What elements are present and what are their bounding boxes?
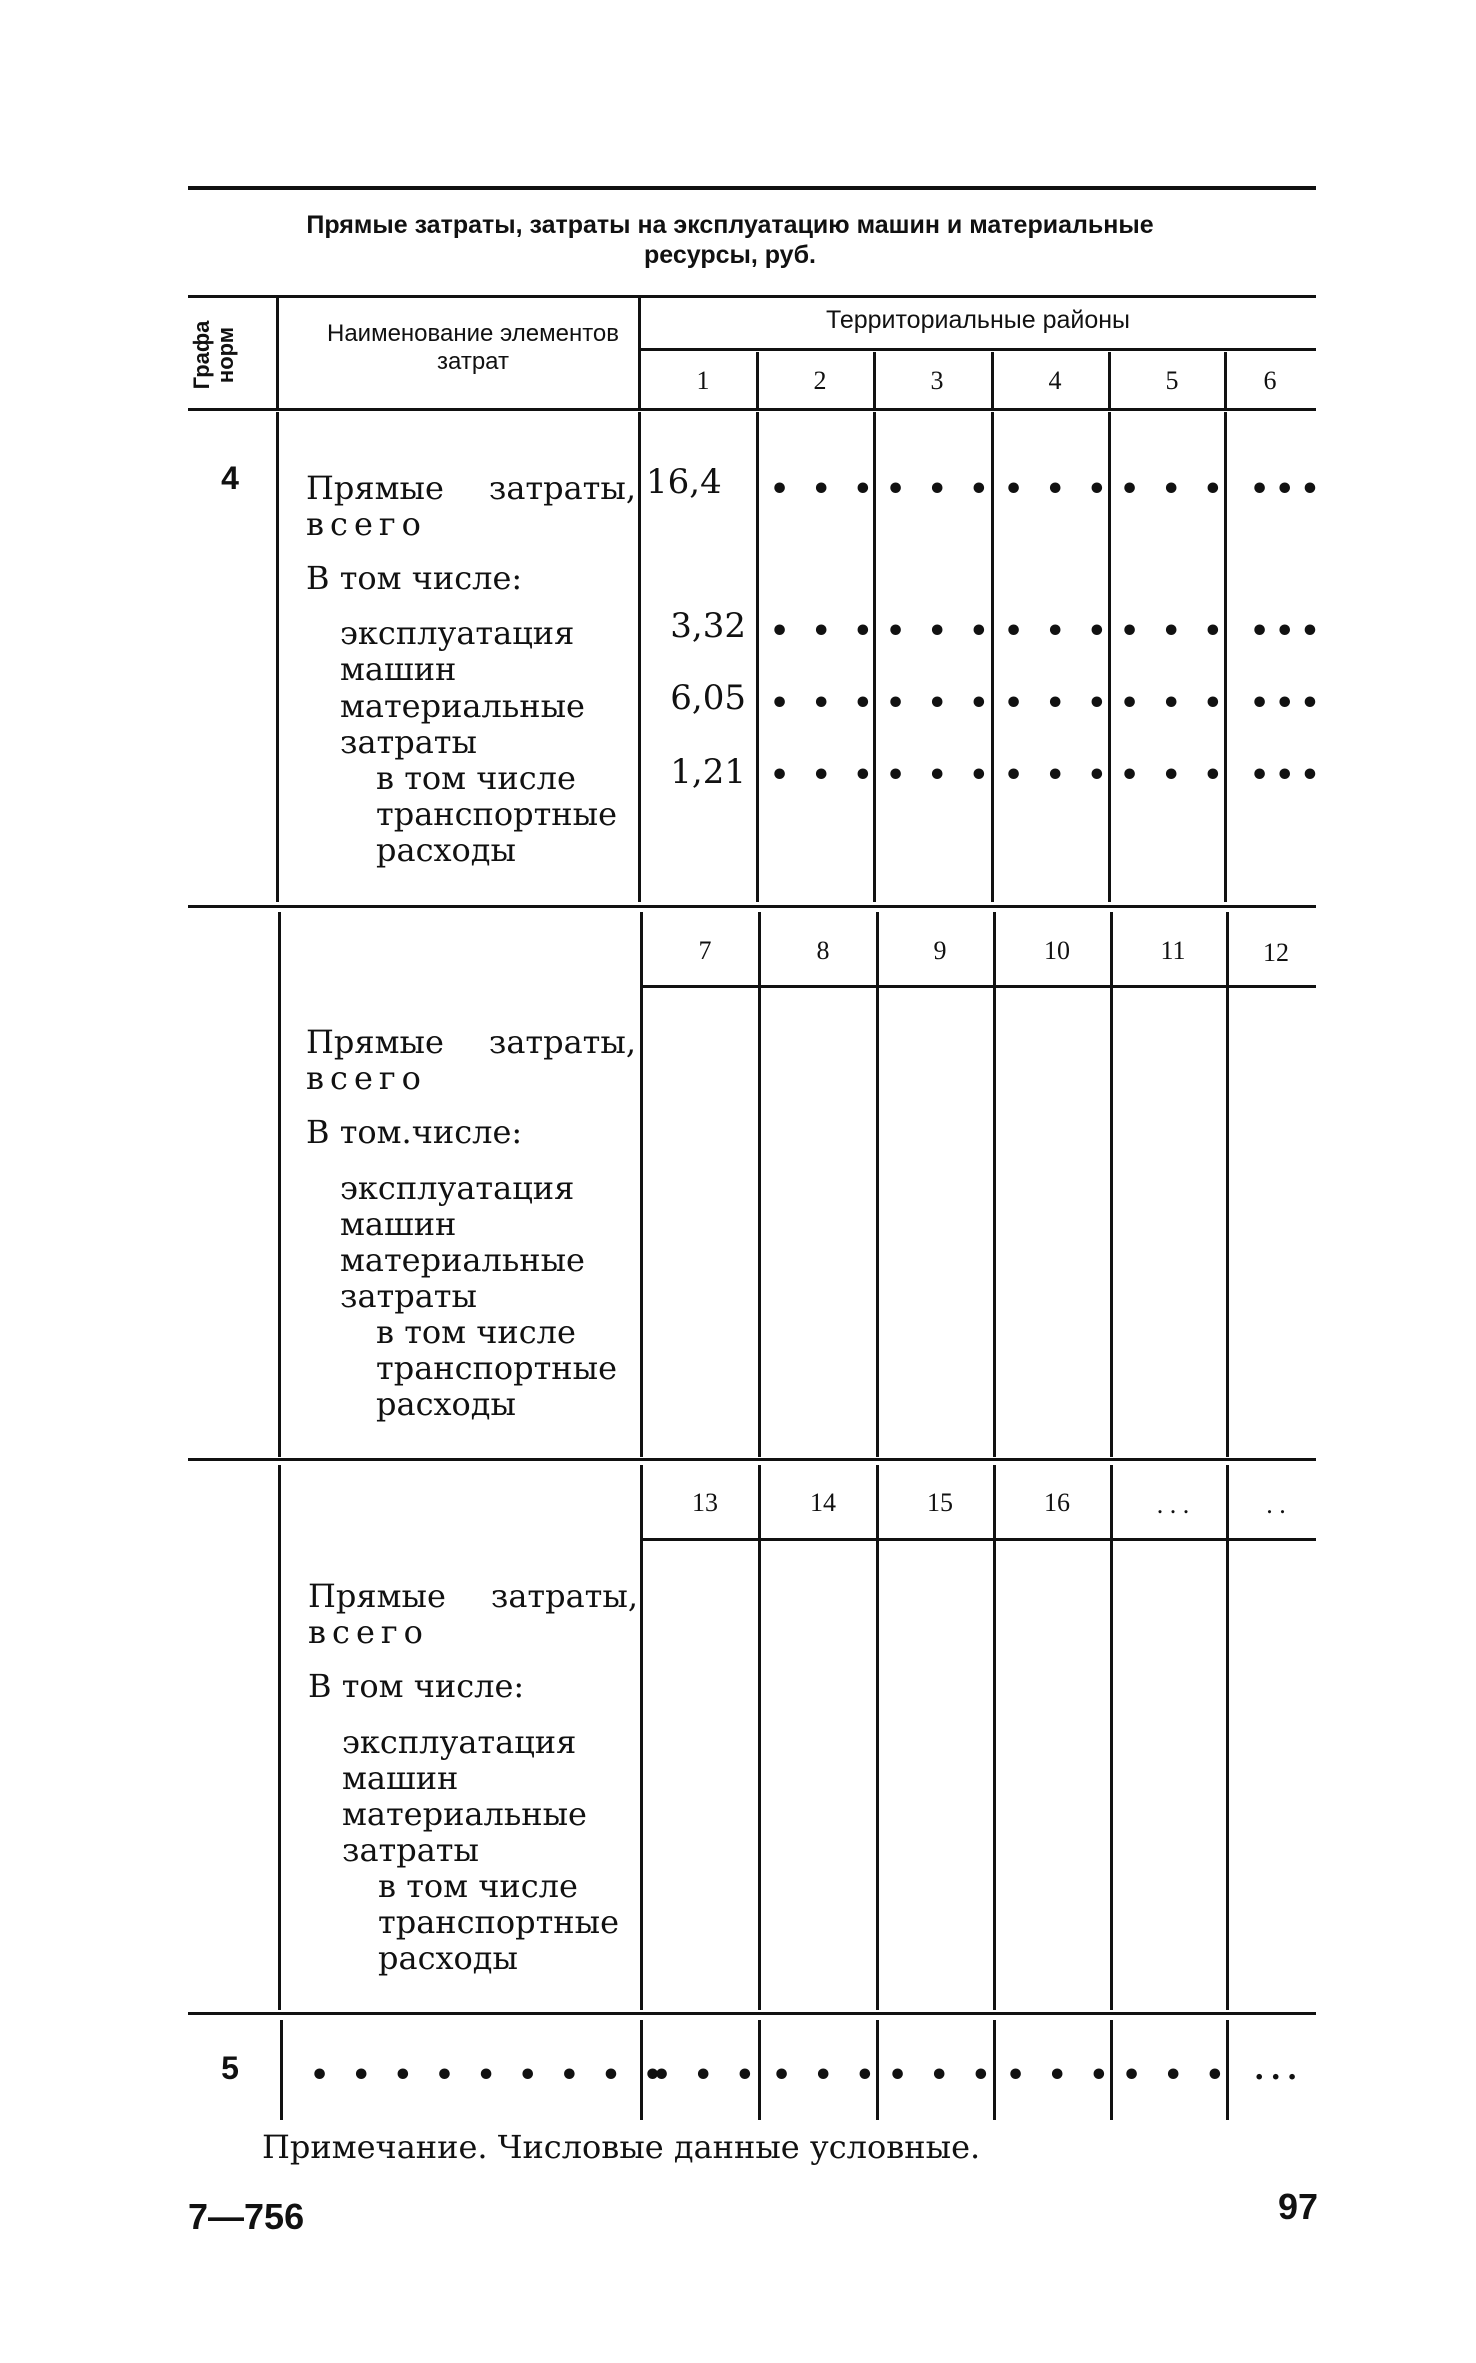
top-rule [188,186,1316,190]
s1-dots: • • • [770,472,879,507]
s1-dots: • • • [1120,758,1229,793]
s3-vline-c4 [1110,1465,1113,2010]
signature-code: 7—756 [188,2196,305,2237]
header-vline-graph [276,298,279,408]
s1-dots: • • • [1120,472,1229,507]
s4-graph-number: 5 [221,2050,239,2086]
table-caption: Прямые затраты, затраты на эксплуатацию машин и материальные ресурсы, руб. [306,211,1154,269]
s2-machines-label: эксплуатация машин [340,1169,575,1243]
s4-dots-last: ... [1254,2052,1304,2087]
s3-vline-name [640,1465,643,2010]
s1-dots: • • • [770,686,879,721]
s2-col-10: 10 [1044,936,1070,965]
s2-col-8: 8 [816,936,830,965]
s4-dots: • • • [772,2058,881,2093]
s3-total-label-2: всего [308,1613,429,1651]
s2-total-label: Прямые затраты, [306,1023,636,1061]
s1-incl2-label: в том числе [376,759,576,797]
s1-dots: • • • [1120,614,1229,649]
s3-col-16: 16 [1044,1488,1070,1517]
s1-materials-label: материальные затраты [340,687,585,761]
s3-col-13: 13 [692,1488,718,1517]
s3-vline-c2 [876,1465,879,2010]
s1-dots: • • • [1004,614,1113,649]
s2-vline-c2 [876,912,879,1457]
s4-dots: • • • [1006,2058,1115,2093]
s2-vline-name [640,912,643,1457]
header-graph: Графа норм [189,320,238,390]
s1-dots: • • • [886,614,995,649]
s3-vline-graph [278,1465,281,2010]
s4-name-dots: • • • • • • • • • [310,2058,669,2093]
s4-vline-graph [280,2020,283,2120]
s3-incl2-label: в том числе [378,1867,578,1905]
s2-bottom-rule [188,1458,1316,1461]
s1-dots: • • • [1120,686,1229,721]
s2-vline-c1 [758,912,761,1457]
s2-col-9: 9 [933,936,947,965]
s3-col-15: 15 [927,1488,953,1517]
s3-transport-label: транспортные расходы [378,1903,620,1977]
s1-materials-value: 6,05 [670,678,746,718]
s4-dots: • • • [652,2058,761,2093]
header-vline-name [638,298,641,408]
s1-dots: • • • [770,614,879,649]
s4-dots: • • • [888,2058,997,2093]
s2-col-12: 12 [1263,938,1289,967]
s1-graph-number: 4 [221,460,239,496]
s2-transport-label: транспортные расходы [376,1349,618,1423]
s1-dots: • • • [1004,472,1113,507]
s1-dots: ••• [1250,472,1326,507]
s1-total-label: Прямые затраты, [306,469,636,507]
col-header-1: 1 [696,366,710,395]
s1-vline-graph [276,412,279,902]
s3-col-etc: . . . [1156,1490,1190,1519]
s1-dots: • • • [886,472,995,507]
header-vline-c5 [1224,352,1227,408]
s2-col-7: 7 [698,936,712,965]
col-header-5: 5 [1165,366,1179,395]
s2-vline-c5 [1226,912,1229,1457]
s3-machines-label: эксплуатация машин [342,1723,577,1797]
s1-transport-label: транспортные расходы [376,795,618,869]
s1-dots: ••• [1250,614,1326,649]
s1-bottom-rule [188,905,1316,908]
s3-vline-c1 [758,1465,761,2010]
s2-colnum-rule [640,985,1316,988]
s3-bottom-rule [188,2012,1316,2015]
s3-col-14: 14 [810,1488,836,1517]
header-vline-c3 [991,352,994,408]
s3-vline-c5 [1226,1465,1229,2010]
s2-incl-label: В том.числе: [306,1113,523,1151]
s1-machines-value: 3,32 [670,606,746,646]
s1-total-label-2: всего [306,505,427,543]
s3-total-label: Прямые затраты, [308,1577,638,1615]
header-name: Наименование элементов затрат [326,320,620,375]
footnote: Примечание. Числовые данные условные. [262,2128,981,2166]
s1-incl-label: В том числе: [306,559,523,597]
s2-col-11: 11 [1160,936,1186,965]
header-vline-c4 [1108,352,1111,408]
s3-materials-label: материальные затраты [342,1795,587,1869]
header-bottom-rule [188,408,1316,411]
s2-incl2-label: в том числе [376,1313,576,1351]
header-regions: Территориальные районы [825,306,1131,334]
col-header-3: 3 [930,366,944,395]
page-number: 97 [1277,2186,1318,2227]
s1-vline-c1 [756,412,759,902]
header-vline-c1 [756,352,759,408]
s2-total-label-2: всего [306,1059,427,1097]
s3-vline-c3 [993,1465,996,2010]
header-top-rule [188,295,1316,298]
s1-total-value: 16,4 [646,462,722,502]
s2-vline-c4 [1110,912,1113,1457]
s1-dots: • • • [886,686,995,721]
col-header-6: 6 [1263,366,1277,395]
regions-rule [640,348,1316,351]
col-header-2: 2 [813,366,827,395]
s2-materials-label: материальные затраты [340,1241,585,1315]
s1-dots: ••• [1250,686,1326,721]
s2-vline-c3 [993,912,996,1457]
header-vline-c2 [873,352,876,408]
s1-dots: • • • [1004,758,1113,793]
s3-colnum-rule [640,1538,1316,1541]
col-header-4: 4 [1048,366,1062,395]
s1-dots: ••• [1250,758,1326,793]
s1-transport-value: 1,21 [670,752,746,792]
s1-vline-name [638,412,641,902]
s4-dots: • • • [1122,2058,1231,2093]
s3-col-etc-2: . . [1266,1490,1286,1519]
s1-dots: • • • [770,758,879,793]
s2-vline-graph [278,912,281,1457]
s1-dots: • • • [886,758,995,793]
s1-dots: • • • [1004,686,1113,721]
s1-machines-label: эксплуатация машин [340,614,575,688]
s3-incl-label: В том числе: [308,1667,525,1705]
